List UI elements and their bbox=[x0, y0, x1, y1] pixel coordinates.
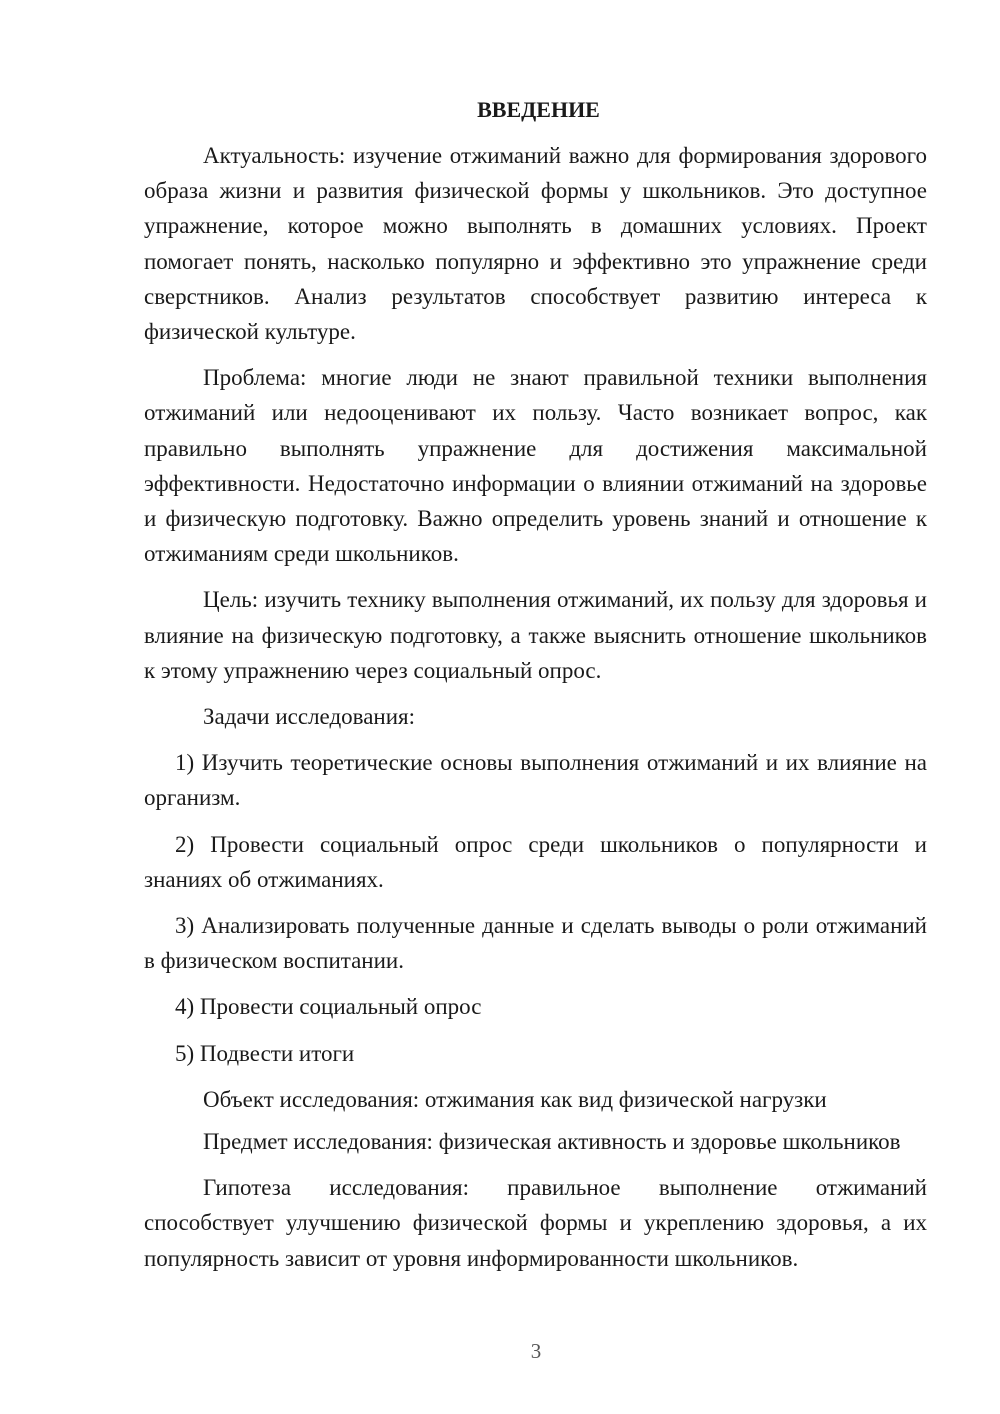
page-title: ВВЕДЕНИЕ bbox=[477, 97, 600, 122]
page-content bbox=[144, 94, 927, 1287]
task-item-5: 5) Подвести итоги bbox=[175, 1040, 355, 1066]
task-item-3: 3) Анализировать полученные данные и сделать выводы о роли отжиманий в физическом воспитании. bbox=[144, 913, 927, 974]
paragraph-hypothesis: Гипотеза исследования: правильное выполнение отжиманий способствует улучшению физической формы и укреплению здоровья, а их популярность зависит от уровня информированности школьников. bbox=[144, 1175, 927, 1271]
paragraph-subject: Предмет исследования: физическая активность и здоровье школьников bbox=[203, 1129, 901, 1155]
task-item-1: 1) Изучить теоретические основы выполнения отжиманий и их влияние на организм. bbox=[144, 750, 927, 811]
task-item-4: 4) Провести социальный опрос bbox=[175, 994, 482, 1020]
paragraph-relevance: Актуальность: изучение отжиманий важно для формирования здорового образа жизни и развития физической формы у школьников. Это доступное упражнение, которое можно выполнять в домашних условиях. Проект помогает понять, насколько популярно и эффективно это упражнение среди сверстников. Анализ результатов способствует развитию интереса к физической культуре. bbox=[144, 143, 927, 345]
paragraph-goal: Цель: изучить технику выполнения отжиманий, их пользу для здоровья и влияние на физическую подготовку, а также выяснить отношение школьников к этому упражнению через социальный опрос. bbox=[144, 587, 927, 683]
task-item-2: 2) Провести социальный опрос среди школьников о популярности и знаниях об отжиманиях. bbox=[144, 831, 927, 892]
tasks-heading: Задачи исследования: bbox=[203, 704, 416, 730]
page-number: 3 bbox=[530, 1339, 542, 1363]
paragraph-object: Объект исследования: отжимания как вид физической нагрузки bbox=[203, 1086, 827, 1112]
paragraph-problem: Проблема: многие люди не знают правильной техники выполнения отжиманий или недооценивают их пользу. Часто возникает вопрос, как правильно выполнять упражнение для достижения максимальной эффективности. Недостаточно информации о влиянии отжиманий на здоровье и физическую подготовку. Важно определить уровень знаний и отношение к отжиманиям среди школьников. bbox=[144, 365, 927, 567]
